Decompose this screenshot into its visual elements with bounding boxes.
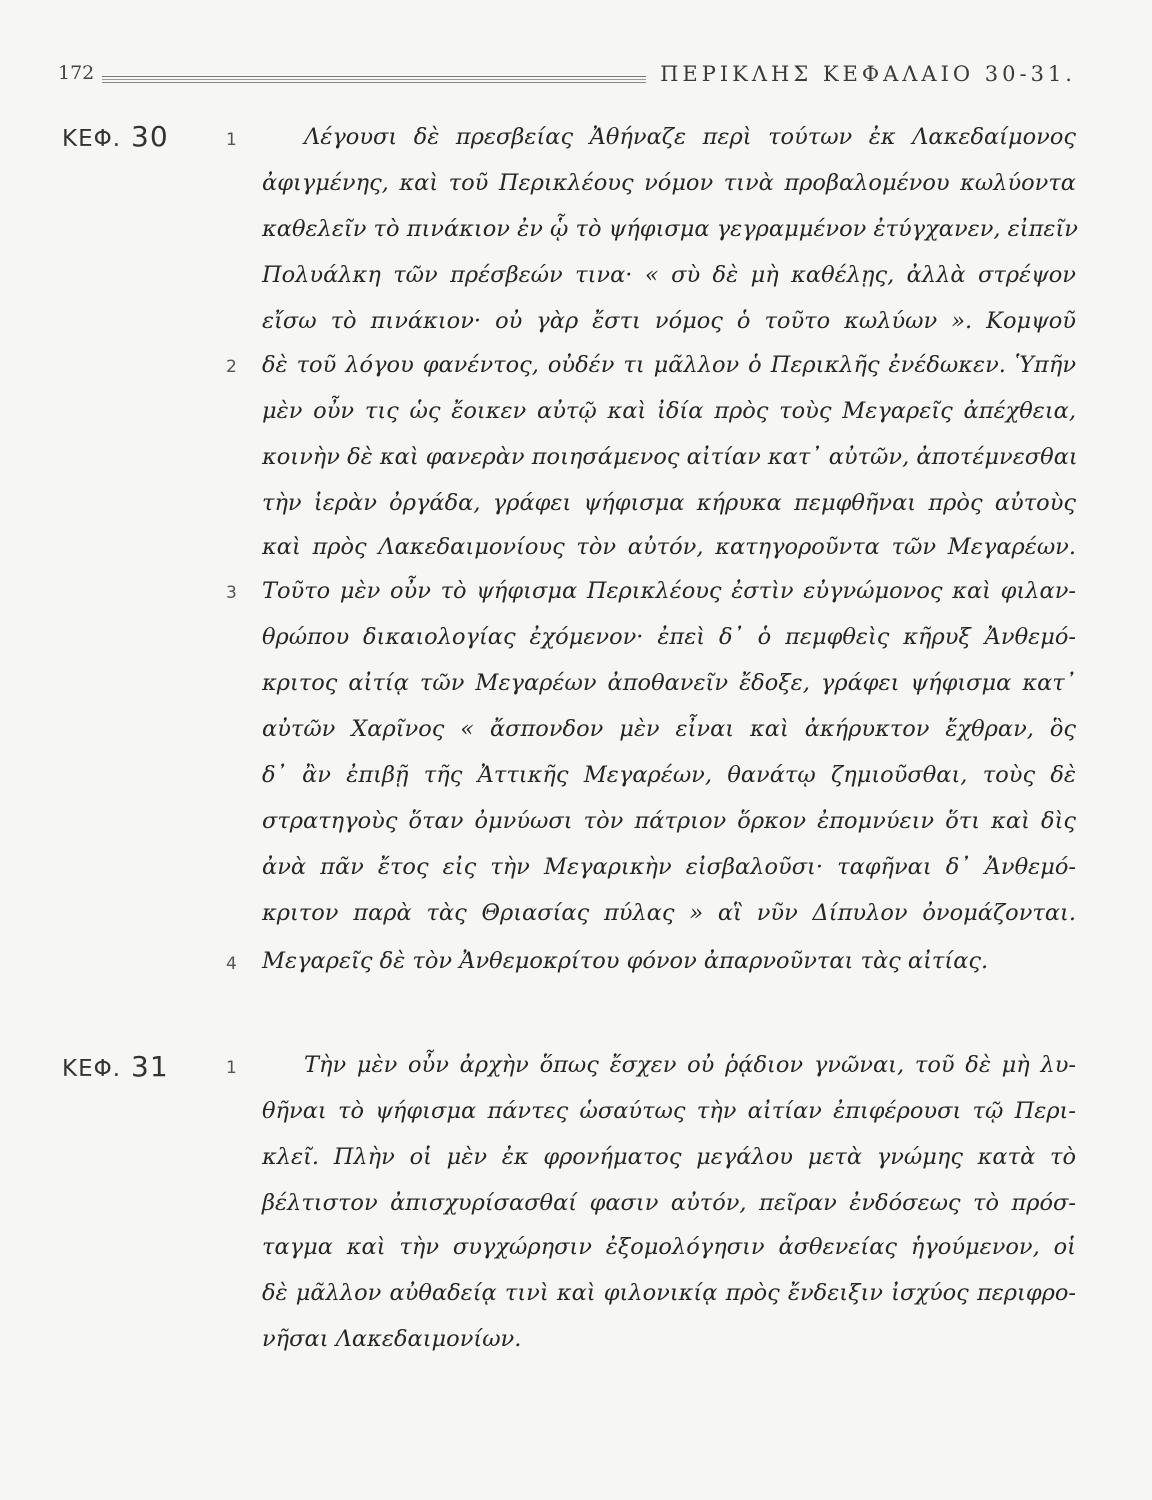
header-rule xyxy=(102,82,646,83)
section-number: 3 xyxy=(226,583,237,603)
text-line: Τοῦτο μὲν οὖν τὸ ψήφισμα Περικλέους ἐστὶν εὐγνώμονος καὶ φιλαν- xyxy=(262,578,1076,604)
section-number: 1 xyxy=(226,130,237,150)
chapter-label-31 xyxy=(62,1050,169,1083)
chapter-label-30 xyxy=(62,120,169,153)
chapter-prefix: ΚΕΦ. xyxy=(62,126,122,152)
text-line: θῆναι τὸ ψήφισμα πάντες ὡσαύτως τὴν αἰτίαν ἐπιφέρουσι τῷ Περι- xyxy=(262,1098,1076,1124)
text-line: κοινὴν δὲ καὶ φανερὰν ποιησάμενος αἰτίαν κατ᾽ αὐτῶν, ἀποτέμνεσθαι xyxy=(262,444,1078,470)
text-line: ταγμα καὶ τὴν συγχώρησιν ἐξομολόγησιν ἀσθενείας ἡγούμενον, οἱ xyxy=(262,1234,1076,1260)
text-line: Μεγαρεῖς δὲ τὸν Ἀνθεμοκρίτου φόνον ἀπαρνοῦνται τὰς αἰτίας. xyxy=(262,948,989,974)
text-line: δὲ τοῦ λόγου φανέντος, οὐδέν τι μᾶλλον ὁ Περικλῆς ἐνέδωκεν. Ὑπῆν xyxy=(262,352,1076,378)
page-number: 172 xyxy=(58,62,95,84)
text-line: αὐτῶν Χαρῖνος « ἄσπονδον μὲν εἶναι καὶ ἀκήρυκτον ἔχθραν, ὃς xyxy=(262,716,1076,742)
text-line: δὲ μᾶλλον αὐθαδείᾳ τινὶ καὶ φιλονικίᾳ πρὸς ἔνδειξιν ἰσχύος περιφρο- xyxy=(262,1280,1076,1306)
text-line: τὴν ἱερὰν ὀργάδα, γράφει ψήφισμα κήρυκα πεμφθῆναι πρὸς αὐτοὺς xyxy=(262,490,1076,516)
text-line: δ᾽ ἂν ἐπιβῇ τῆς Ἀττικῆς Μεγαρέων, θανάτῳ ζημιοῦσθαι, τοὺς δὲ xyxy=(262,762,1076,788)
text-line: νῆσαι Λακεδαιμονίων. xyxy=(262,1326,522,1352)
section-number: 1 xyxy=(226,1058,237,1078)
text-line: Πολυάλκη τῶν πρέσβεών τινα· « σὺ δὲ μὴ καθέλῃς, ἀλλὰ στρέψον xyxy=(262,262,1076,288)
text-line: βέλτιστον ἀπισχυρίσασθαί φασιν αὐτόν, πεῖραν ἐνδόσεως τὸ πρόσ- xyxy=(262,1190,1076,1216)
text-line: Τὴν μὲν οὖν ἀρχὴν ὅπως ἔσχεν οὐ ῥᾴδιον γνῶναι, τοῦ δὲ μὴ λυ- xyxy=(304,1052,1076,1078)
text-line: ἀφιγμένης, καὶ τοῦ Περικλέους νόμον τινὰ προβαλομένου κωλύοντα xyxy=(262,170,1076,196)
text-line: θρώπου δικαιολογίας ἐχόμενον· ἐπεὶ δ᾽ ὁ πεμφθεὶς κῆρυξ Ἀνθεμό- xyxy=(262,624,1076,650)
running-title: ΠΕΡΙΚΛΗΣ ΚΕΦΑΛΑΙΟ 30-31. xyxy=(660,62,1076,86)
text-line: κριτος αἰτίᾳ τῶν Μεγαρέων ἀποθανεῖν ἔδοξε, γράφει ψήφισμα κατ᾽ xyxy=(262,670,1076,696)
header-rule xyxy=(102,79,646,80)
text-line: στρατηγοὺς ὅταν ὀμνύωσι τὸν πάτριον ὅρκον ἐπομνύειν ὅτι καὶ δὶς xyxy=(262,808,1076,834)
running-head xyxy=(58,62,1076,90)
chapter-number: 30 xyxy=(131,120,169,153)
chapter-number: 31 xyxy=(131,1050,169,1083)
chapter-prefix: ΚΕΦ. xyxy=(62,1056,122,1082)
text-line: κριτον παρὰ τὰς Θριασίας πύλας » αἳ νῦν Δίπυλον ὀνομάζονται. xyxy=(262,900,1076,926)
text-line: ἀνὰ πᾶν ἔτος εἰς τὴν Μεγαρικὴν εἰσβαλοῦσι· ταφῆναι δ᾽ Ἀνθεμό- xyxy=(262,854,1076,880)
text-line: καθελεῖν τὸ πινάκιον ἐν ᾧ τὸ ψήφισμα γεγραμμένον ἐτύγχανεν, εἰπεῖν xyxy=(262,216,1078,242)
text-line: εἴσω τὸ πινάκιον· οὐ γὰρ ἔστι νόμος ὁ τοῦτο κωλύων ». Κομψοῦ xyxy=(262,308,1076,334)
header-rule xyxy=(102,76,646,77)
section-number: 4 xyxy=(226,954,237,974)
text-line: μὲν οὖν τις ὡς ἔοικεν αὐτῷ καὶ ἰδία πρὸς τοὺς Μεγαρεῖς ἀπέχθεια, xyxy=(262,398,1076,424)
text-line: Λέγουσι δὲ πρεσβείας Ἀθήναζε περὶ τούτων ἐκ Λακεδαίμονος xyxy=(304,124,1076,150)
text-line: κλεῖ. Πλὴν οἱ μὲν ἐκ φρονήματος μεγάλου μετὰ γνώμης κατὰ τὸ xyxy=(262,1144,1076,1170)
text-line: καὶ πρὸς Λακεδαιμονίους τὸν αὐτόν, κατηγοροῦντα τῶν Μεγαρέων. xyxy=(262,534,1076,560)
section-number: 2 xyxy=(226,357,237,377)
